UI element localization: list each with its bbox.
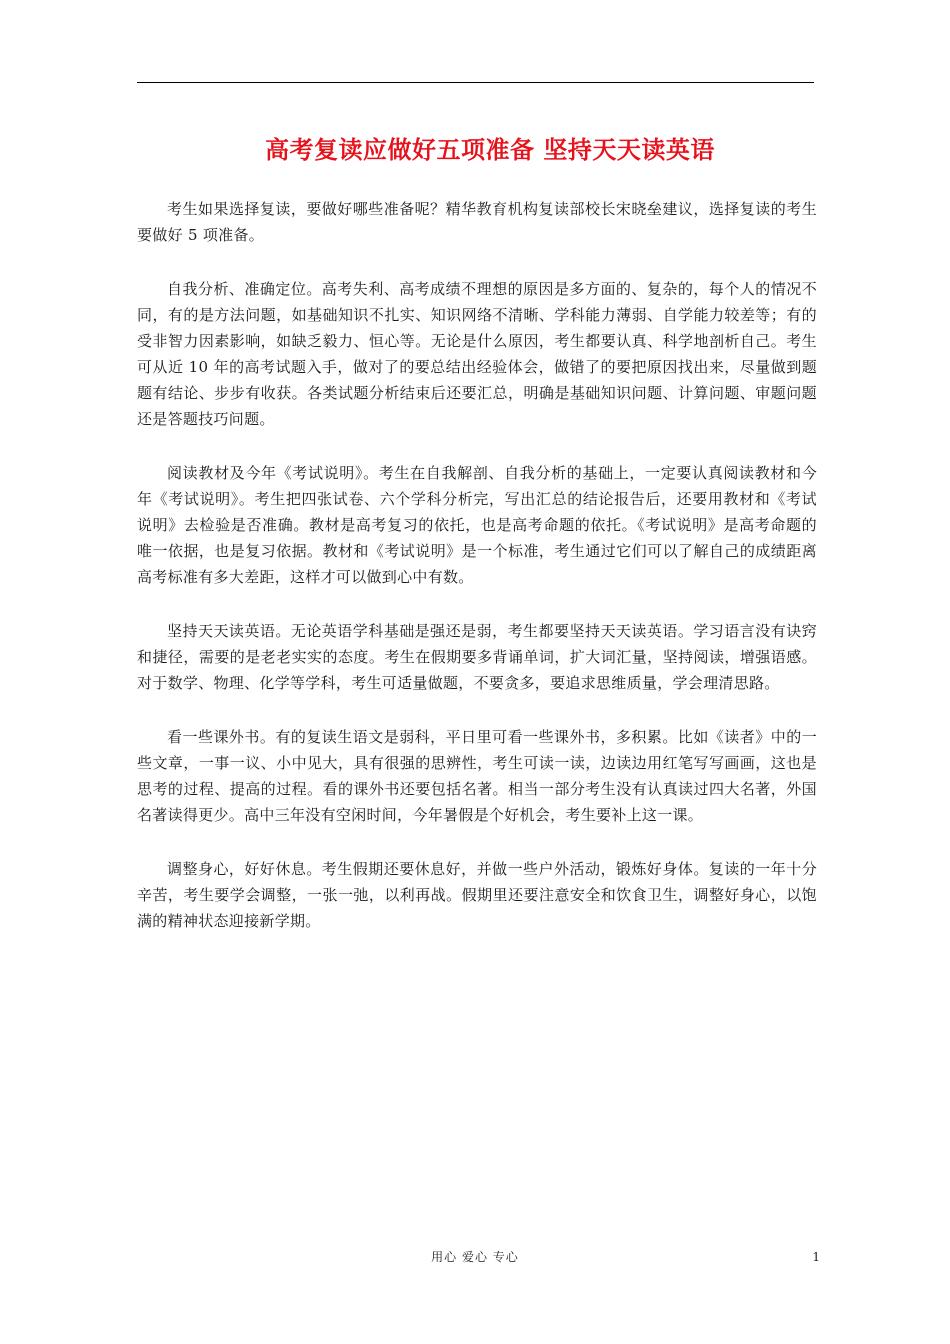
footer-motto: 用心 爱心 专心 [431,1250,519,1264]
page-number: 1 [812,1250,820,1264]
paragraph-read-english: 坚持天天读英语。无论英语学科基础是强还是弱，考生都要坚持天天读英语。学习语言没有诀窍和捷径，需要的是老老实实的态度。考生在假期要多背诵单词，扩大词汇量，坚持阅读，增强语感。对于数学、物理、化学等学科，考生可适量做题，不要贪多，要追求思维质量，学会理清思路。 [137,622,817,692]
document-title: 高考复读应做好五项准备 坚持天天读英语 [265,136,715,164]
document-body [137,196,817,962]
paragraph-read-textbooks: 阅读教材及今年《考试说明》。考生在自我解剖、自我分析的基础上，一定要认真阅读教材和今年《考试说明》。考生把四张试卷、六个学科分析完，写出汇总的结论报告后，还要用教材和《考试说明》去检验是否准确。教材是高考复习的依托，也是高考命题的依托。《考试说明》是高考命题的唯一依据，也是复习依据。教材和《考试说明》是一个标准，考生通过它们可以了解自己的成绩距离高考标准有多大差距，这样才可以做到心中有数。 [137,464,817,586]
paragraph-extracurricular-books: 看一些课外书。有的复读生语文是弱科，平日里可看一些课外书，多积累。比如《读者》中的一些文章，一事一议、小中见大，具有很强的思辨性，考生可读一读，边读边用红笔写写画画，这也是思考的过程、提高的过程。看的课外书还要包括名著。相当一部分考生没有认真读过四大名著，外国名著读得更少。高中三年没有空闲时间，今年暑假是个好机会，考生要补上这一课。 [137,728,817,824]
paragraph-rest-adjust: 调整身心，好好休息。考生假期还要休息好，并做一些户外活动，锻炼好身体。复读的一年十分辛苦，考生要学会调整，一张一弛，以利再战。假期里还要注意安全和饮食卫生，调整好身心，以饱满的精神状态迎接新学期。 [137,860,817,930]
paragraph-self-analysis: 自我分析、准确定位。高考失利、高考成绩不理想的原因是多方面的、复杂的，每个人的情况不同，有的是方法问题，如基础知识不扎实、知识网络不清晰、学科能力薄弱、自学能力较差等；有的受非智力因素影响，如缺乏毅力、恒心等。无论是什么原因，考生都要认真、科学地剖析自己。考生可从近 10 年的高考试题入手，做对了的要总结出经验体会，做错了的要把原因找出来，尽量做到题题有结论、步步有收获。各类试题分析结束后还要汇总，明确是基础知识问题、计算问题、审题问题还是答题技巧问题。 [137,280,817,428]
paragraph-intro: 考生如果选择复读，要做好哪些准备呢？精华教育机构复读部校长宋晓垒建议，选择复读的考生要做好 5 项准备。 [137,200,817,244]
header-rule [137,82,814,83]
